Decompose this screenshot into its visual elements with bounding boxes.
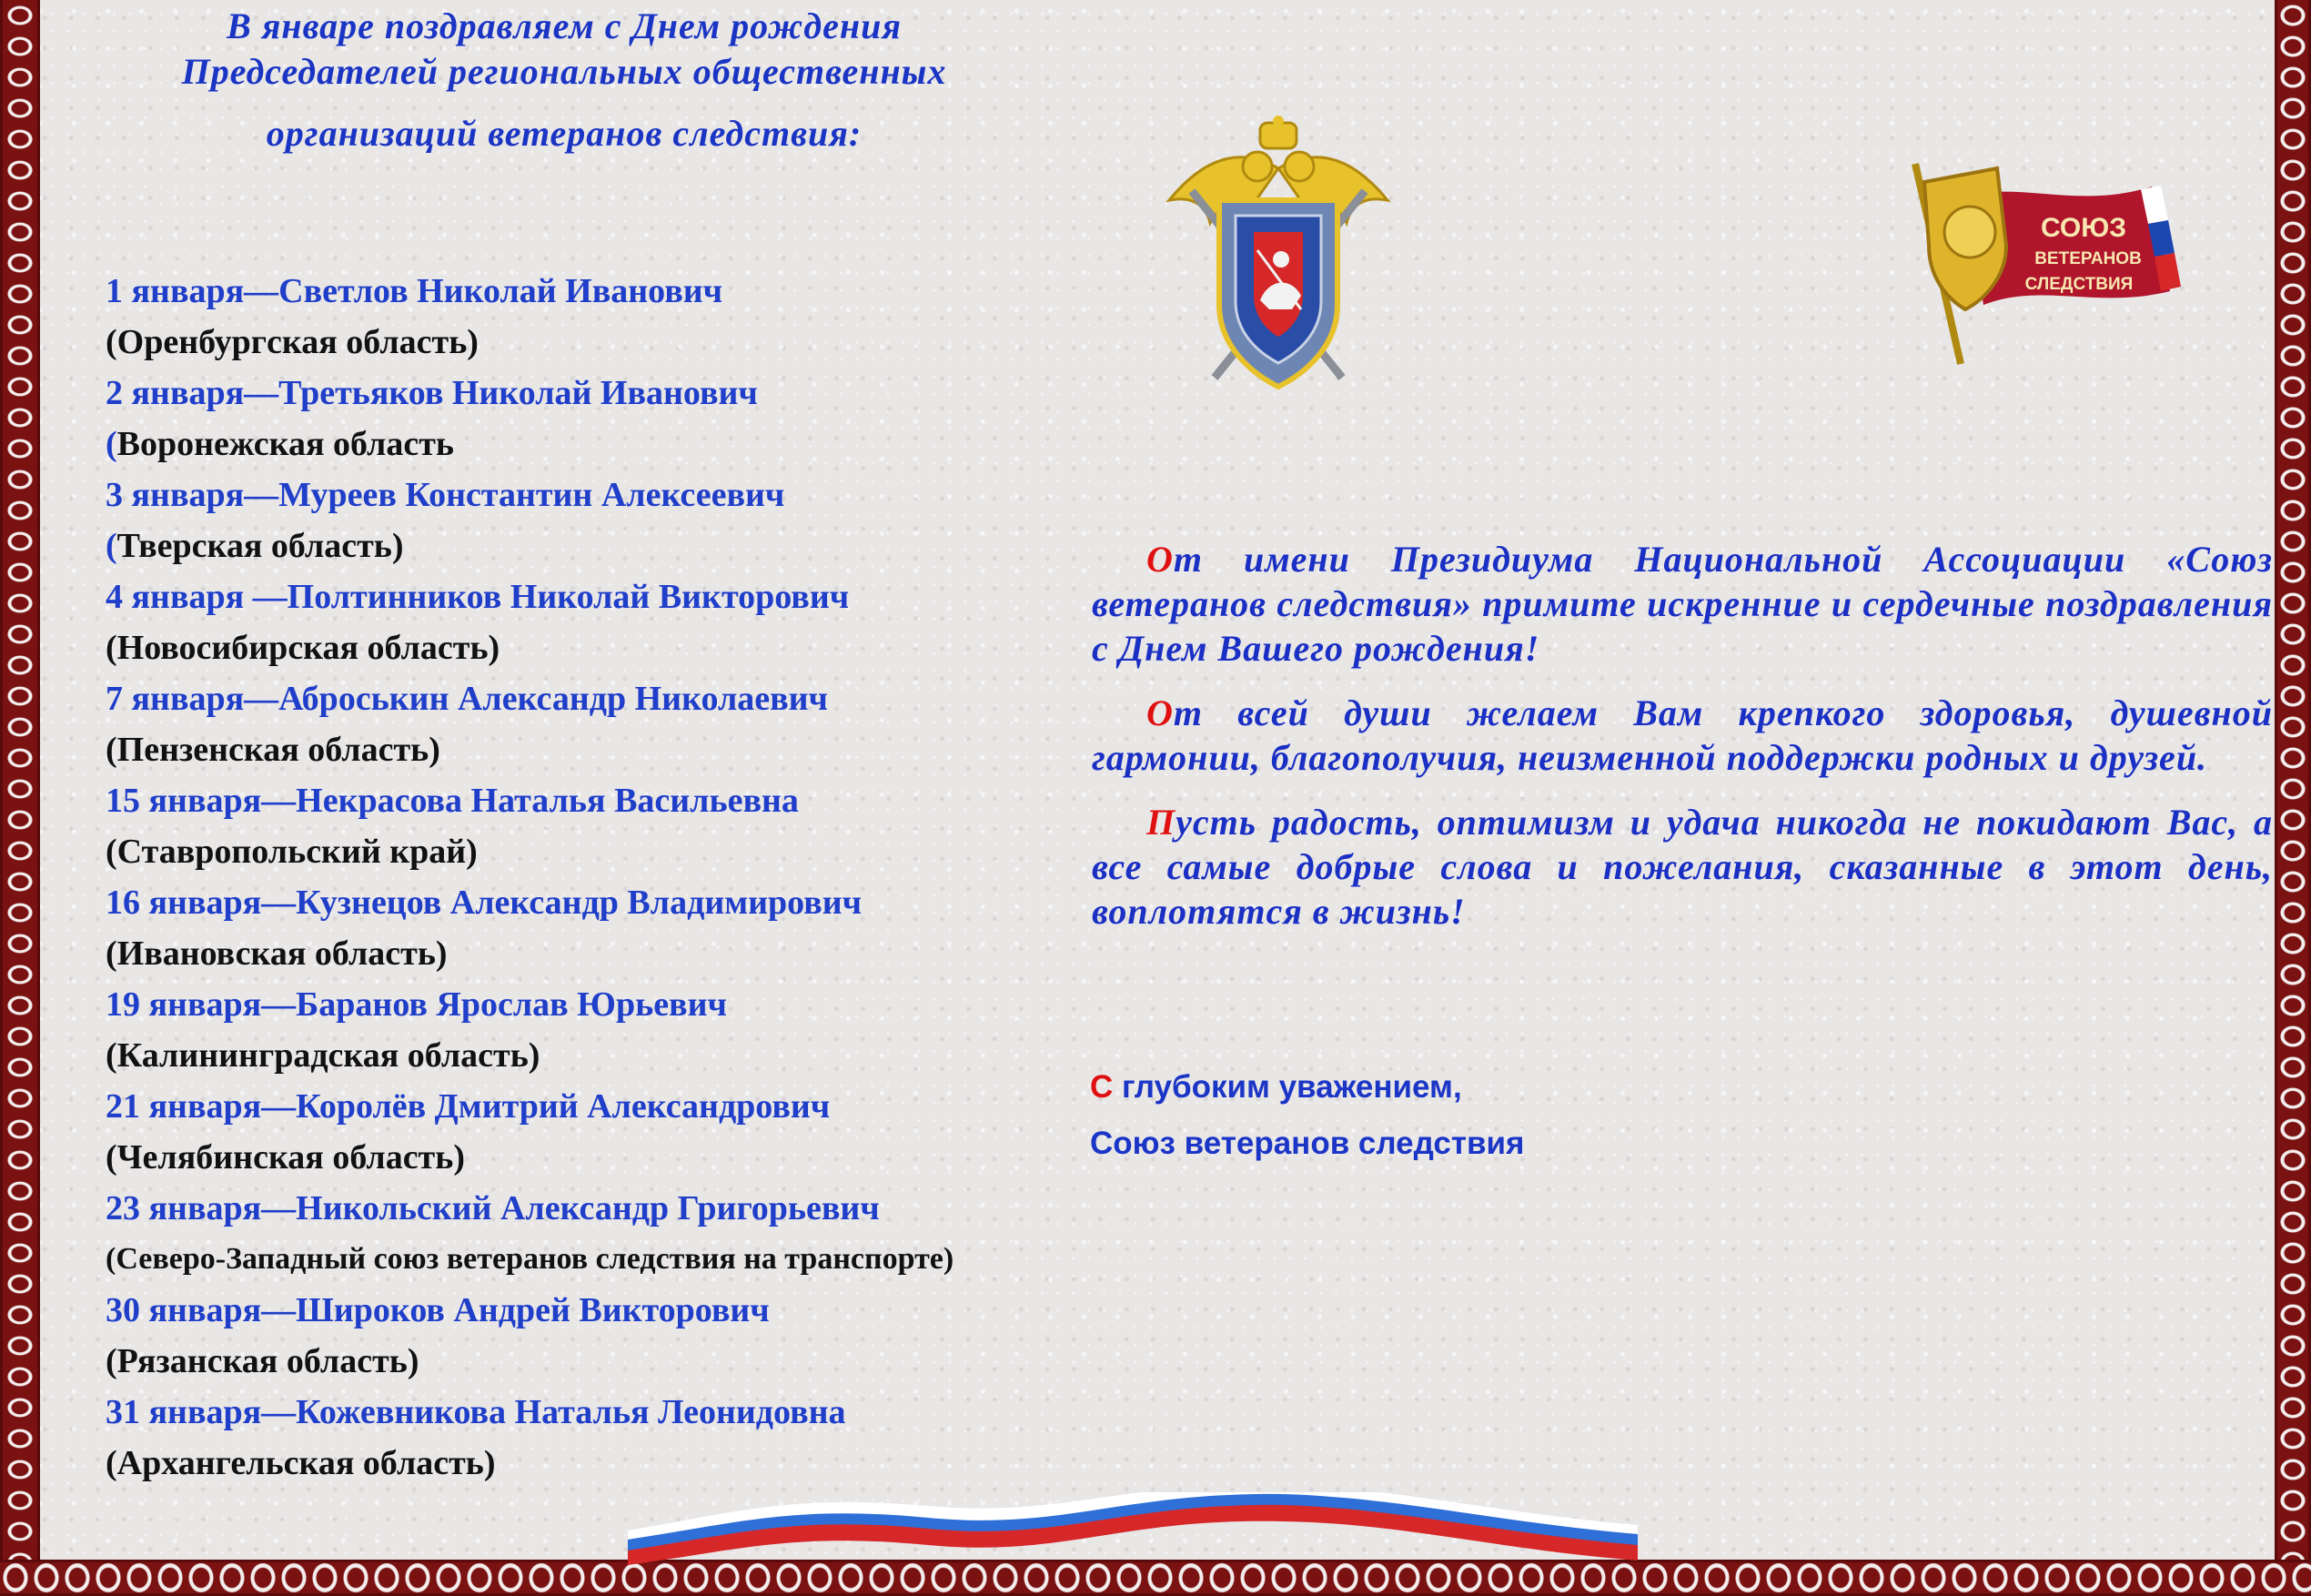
- birthday-name: 23 января—Никольский Александр Григорьевич: [106, 1189, 880, 1227]
- birthday-name: 4 января —Полтинников Николай Викторович: [106, 578, 850, 616]
- list-item: [106, 775, 1070, 877]
- birthday-region: (Рязанская область): [106, 1342, 419, 1380]
- signature-text: глубоким уважением,: [1113, 1069, 1462, 1105]
- birthday-name: 19 января—Баранов Ярослав Юрьевич: [106, 985, 727, 1024]
- greeting-paragraph-1: [1092, 537, 2273, 671]
- birthday-name: 30 января—Широков Андрей Викторович: [106, 1291, 770, 1329]
- ornamental-border-bottom: [0, 1560, 2311, 1596]
- list-item: [106, 979, 1070, 1081]
- birthday-region: (Архангельская область): [106, 1444, 496, 1482]
- signature: [1090, 1059, 1524, 1172]
- list-item: [106, 571, 1070, 673]
- greeting-paragraph-2: [1092, 691, 2273, 780]
- birthday-region: (Северо-Западный союз ветеранов следствия на транспорте): [106, 1242, 954, 1276]
- drop-letter: О: [1146, 539, 1174, 580]
- heading-line-3: организаций ветеранов следствия:: [266, 113, 863, 154]
- greeting-text: [1092, 537, 2273, 954]
- investigative-committee-emblem-icon: [1156, 114, 1401, 405]
- list-item: [106, 1285, 1070, 1387]
- list-item: [106, 877, 1070, 979]
- badge-line-2: ВЕТЕРАНОВ: [2034, 249, 2142, 268]
- birthday-region: (Оренбургская область): [106, 323, 479, 361]
- paragraph-text: т всей души желаем Вам крепкого здоровья, душевной гармонии, благополучия, неизменной поддержки родных и друзей.: [1092, 692, 2273, 778]
- heading-line-1: В январе поздравляем с Днем рождения: [227, 5, 902, 46]
- heading-line-2: Председателей региональных общественных: [181, 51, 947, 92]
- region-paren: (: [106, 425, 117, 463]
- list-item: [106, 470, 1070, 571]
- birthday-name: 3 января—Муреев Константин Алексеевич: [106, 476, 785, 514]
- birthday-name: 2 января—Третьяков Николай Иванович: [106, 374, 758, 412]
- page-heading: [64, 4, 1065, 157]
- list-item: [106, 368, 1070, 470]
- region-paren: (: [106, 527, 117, 565]
- birthday-name: 15 января—Некрасова Наталья Васильевна: [106, 782, 799, 820]
- paragraph-text: усть радость, оптимизм и удача никогда не покидают Вас, а все самые добрые слова и пожелания, сказанные в этот день, воплотятся в жизнь!: [1092, 802, 2273, 932]
- list-item: [106, 1387, 1070, 1489]
- birthday-name: 31 января—Кожевникова Наталья Леонидовна: [106, 1393, 846, 1431]
- signature-line-1: [1090, 1059, 1524, 1116]
- birthday-name: 7 января—Аброськин Александр Николаевич: [106, 680, 828, 718]
- signature-cap-letter: С: [1090, 1069, 1114, 1105]
- drop-letter: О: [1146, 692, 1174, 733]
- birthday-region: (Ивановская область): [106, 934, 448, 973]
- birthday-region: [106, 419, 1070, 470]
- drop-letter: П: [1146, 802, 1176, 843]
- birthday-name: 21 января—Королёв Дмитрий Александрович: [106, 1087, 831, 1126]
- birthday-region: (Челябинская область): [106, 1138, 465, 1177]
- signature-line-2: Союз ветеранов следствия: [1090, 1126, 1525, 1161]
- badge-line-3: СЛЕДСТВИЯ: [2024, 275, 2134, 294]
- birthday-region: (Калининградская область): [106, 1036, 540, 1075]
- list-item: [106, 1081, 1070, 1183]
- birthday-list: [106, 266, 1070, 1489]
- birthday-region: (Ставропольский край): [106, 833, 478, 871]
- birthday-region: (Пензенская область): [106, 731, 440, 769]
- list-item: [106, 1183, 1070, 1285]
- tricolor-ribbon-icon: [628, 1492, 1638, 1565]
- paragraph-text: т имени Президиума Национальной Ассоциации «Союз ветеранов следствия» примите искренние и сердечные поздравления с Днем Вашего рождения!: [1092, 539, 2273, 669]
- birthday-region: (Новосибирская область): [106, 629, 500, 667]
- birthday-name: 1 января—Светлов Николай Иванович: [106, 272, 723, 310]
- birthday-region: [106, 520, 1070, 571]
- union-of-veterans-badge-icon: [1897, 146, 2188, 373]
- birthday-name: 16 января—Кузнецов Александр Владимирович: [106, 884, 863, 922]
- greeting-paragraph-3: [1092, 800, 2273, 934]
- list-item: [106, 266, 1070, 368]
- region-text: Тверская область): [116, 527, 404, 565]
- ornamental-border-right: [2275, 0, 2311, 1596]
- ornamental-border-left: [0, 0, 40, 1596]
- badge-line-1: СОЮЗ: [2041, 213, 2126, 243]
- region-text: Воронежская область: [116, 425, 455, 463]
- list-item: [106, 673, 1070, 775]
